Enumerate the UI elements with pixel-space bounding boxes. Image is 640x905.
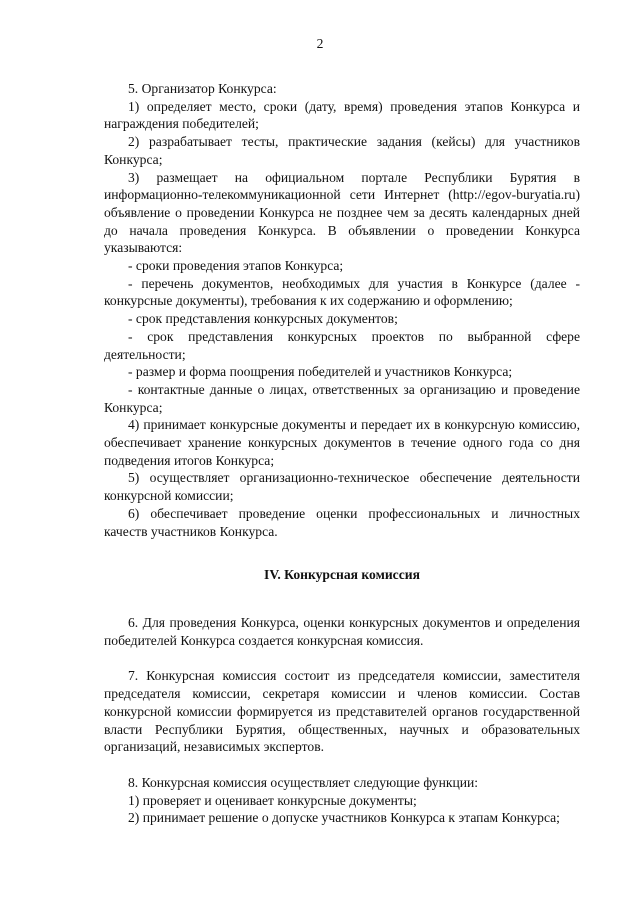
document-body — [104, 80, 580, 827]
paragraph: 5) осуществляет организационно-техническое обеспечение деятельности конкурсной комиссии; — [104, 470, 580, 504]
list-item: - контактные данные о лицах, ответственных за организацию и проведение Конкурса; — [104, 381, 580, 415]
paragraph: 2) разрабатывает тесты, практические задания (кейсы) для участников Конкурса; — [104, 134, 580, 167]
paragraph: 1) определяет место, сроки (дату, время) проведения этапов Конкурса и награждения победителей; — [104, 98, 580, 132]
list-item: - срок представления конкурсных документов; — [128, 311, 398, 327]
paragraph: 4) принимает конкурсные документы и передает их в конкурсную комиссию, обеспечивает хранение конкурсных документов в течение одного года со дня подведения итогов Конкурса; — [104, 417, 580, 468]
list-item: - срок представления конкурсных проектов по выбранной сфере деятельности; — [104, 328, 580, 362]
page-number: 2 — [316, 36, 324, 51]
section-heading: IV. Конкурсная комиссия — [264, 567, 420, 583]
paragraph: 3) размещает на официальном портале Республики Бурятия в информационно-телекоммуникационной сети Интернет (http://egov-buryatia.ru) объявление о проведении Конкурса не позднее чем за десять календарных дней до начала проведения Конкурса. В объявлении о проведении Конкурса указываются: — [104, 169, 580, 256]
paragraph: 8. Конкурсная комиссия осуществляет следующие функции: — [128, 774, 479, 790]
paragraph: 6. Для проведения Конкурса, оценки конкурсных документов и определения победителей Конкурса создается конкурсная комиссия. — [104, 614, 580, 648]
paragraph: 2) принимает решение о допуске участников Конкурса к этапам Конкурса; — [128, 810, 560, 826]
paragraph: 5. Организатор Конкурса: — [128, 81, 277, 96]
list-item: - размер и форма поощрения победителей и участников Конкурса; — [128, 364, 513, 380]
paragraph: 6) обеспечивает проведение оценки профессиональных и личностных качеств участников Конкурса. — [104, 505, 580, 539]
list-item: - перечень документов, необходимых для участия в Конкурсе (далее - конкурсные документы), требования к их содержанию и оформлению; — [104, 275, 580, 309]
paragraph: 7. Конкурсная комиссия состоит из председателя комиссии, заместителя председателя комиссии, секретаря комиссии и членов комиссии. Состав конкурсной комиссии формируется из представителей органов государственной власти Республики Бурятия, общественных, научных и образовательных организаций, независимых экспертов. — [104, 668, 580, 755]
list-item: - сроки проведения этапов Конкурса; — [128, 258, 344, 274]
paragraph: 1) проверяет и оценивает конкурсные документы; — [128, 792, 417, 808]
